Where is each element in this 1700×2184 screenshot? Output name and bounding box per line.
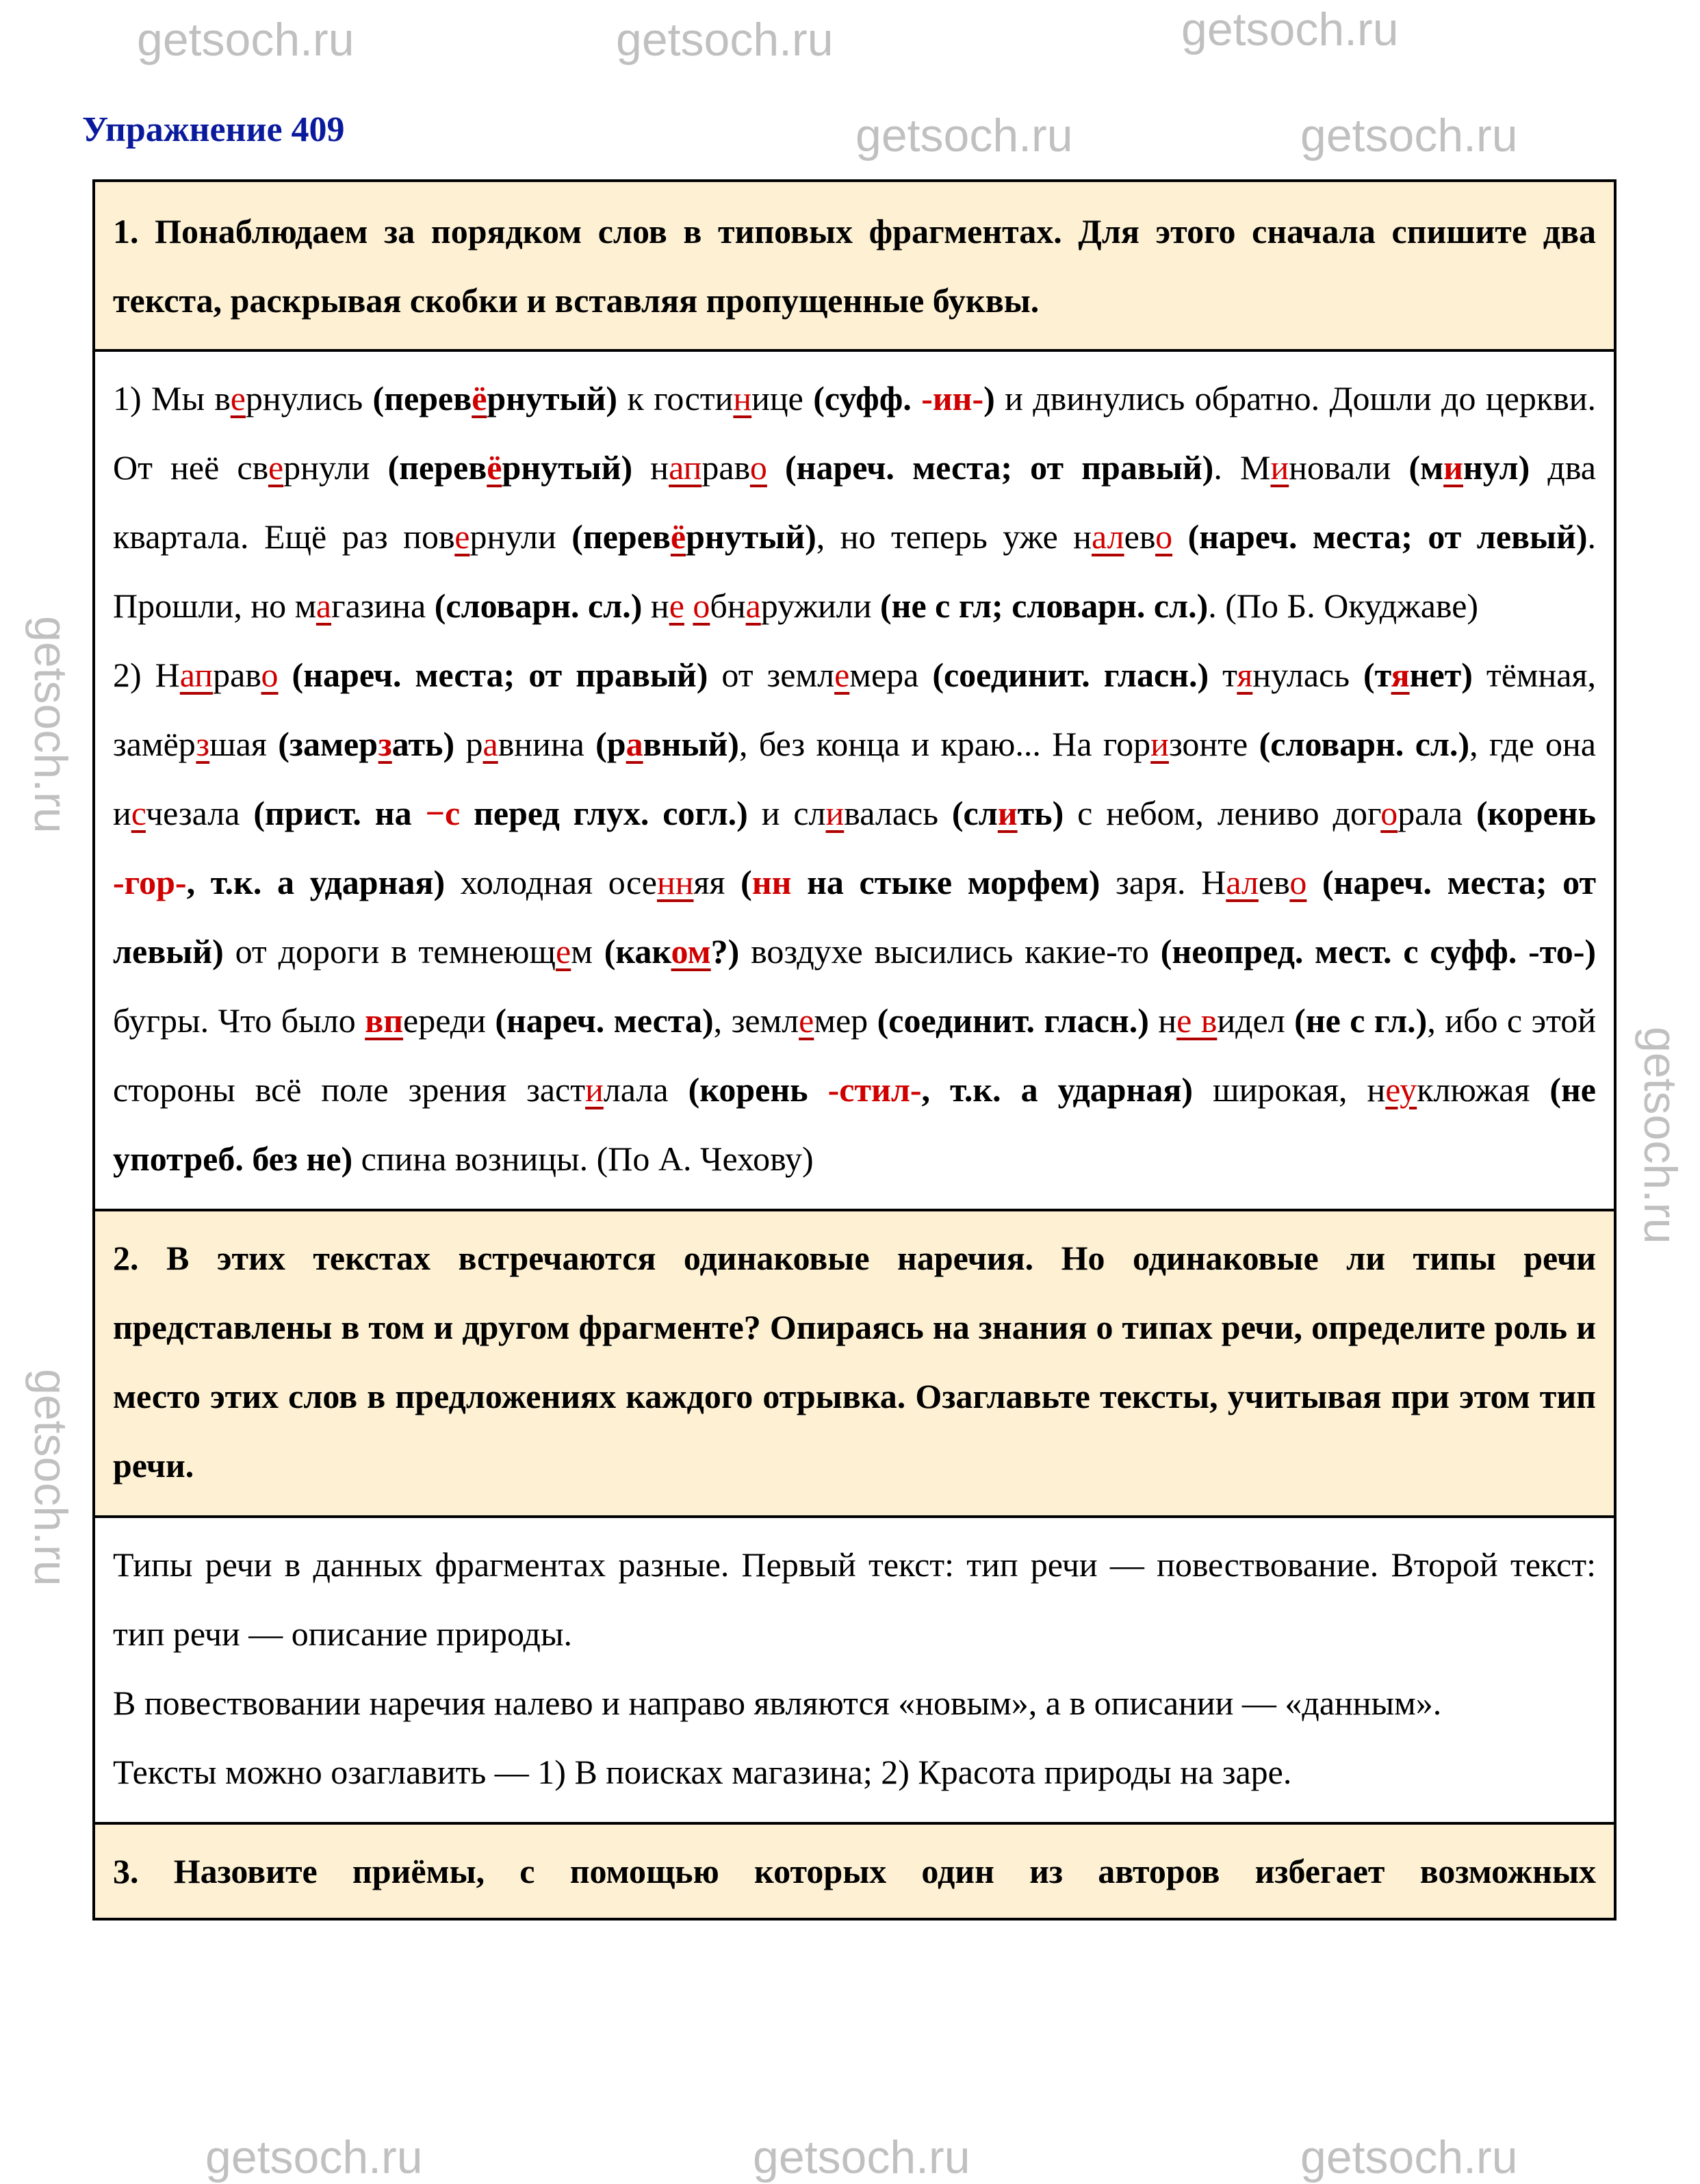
watermark: getsoch.ru	[137, 14, 355, 66]
text-segment: р	[454, 725, 483, 763]
text-segment: воздухе высились какие-то	[739, 932, 1161, 971]
text-segment: м	[571, 932, 604, 971]
text-segment: 2) Н	[113, 656, 180, 694]
explanation-segment: рнутый)	[502, 448, 633, 487]
highlighted-letters: о	[1289, 863, 1307, 901]
task-3	[95, 1825, 1614, 1920]
highlighted-letters: о	[261, 656, 279, 694]
highlighted-letters: я	[1237, 656, 1253, 694]
explanation-segment: (корень	[1476, 794, 1596, 832]
highlighted-letters: а	[745, 587, 761, 625]
explanation-segment: (м	[1408, 448, 1444, 487]
text-segment: н	[632, 448, 669, 487]
highlighted-letters: о	[1155, 517, 1173, 556]
text-segment: , но теперь уже н	[816, 517, 1092, 556]
task-1	[95, 182, 1614, 352]
text-segment: холодная осе	[445, 863, 657, 901]
text-segment: идел	[1217, 1001, 1295, 1040]
text-segment: рав	[213, 656, 261, 694]
highlighted-letters: о	[693, 587, 710, 625]
text-segment: рала	[1398, 794, 1476, 832]
highlighted-letters: е в	[1176, 1001, 1218, 1040]
highlighted-letters: е	[669, 587, 684, 625]
explanation-segment: (р	[595, 725, 626, 763]
explanation-segment: на стыке морфем)	[791, 863, 1100, 901]
text-segment: к гости	[617, 379, 734, 417]
highlighted-letters: а	[482, 725, 498, 763]
explanation-segment: (соединит. гласн.)	[932, 656, 1209, 694]
text-segment: нулась	[1252, 656, 1364, 694]
explanation-segment: (т	[1363, 656, 1391, 694]
text-segment: . (По Б. Окуджаве)	[1208, 587, 1479, 625]
text-segment: н	[1148, 1001, 1177, 1040]
text-segment: от дороги в темнеющ	[223, 932, 556, 971]
highlighted-letters: -гор-	[113, 863, 187, 901]
highlighted-letters: а	[626, 725, 643, 763]
exercise-table	[92, 179, 1617, 1920]
highlighted-letters: ал	[1226, 863, 1259, 901]
text-segment: спина возницы. (По А. Чехову)	[352, 1140, 814, 1178]
text-segment: ев	[1124, 517, 1156, 556]
text-segment: от земл	[708, 656, 835, 694]
text-segment: рнули	[283, 448, 388, 487]
text-segment: и двинулись обратно. Дошли до церкви. От неё св	[113, 379, 1596, 487]
explanation-segment: (нареч. места; от правый)	[785, 448, 1214, 487]
explanation-segment: (как	[604, 932, 671, 971]
text-segment: с небом, лениво дог	[1064, 794, 1381, 832]
answer-1-paragraph	[113, 641, 1596, 1194]
text-segment	[684, 587, 693, 625]
explanation-segment: ть)	[1017, 794, 1064, 832]
text-segment	[279, 656, 292, 694]
explanation-segment: (не употреб. без не)	[113, 1070, 1596, 1178]
text-segment	[1172, 517, 1188, 556]
text-segment: ев	[1258, 863, 1290, 901]
text-segment: зонте	[1168, 725, 1259, 763]
highlighted-letters: з	[196, 725, 210, 763]
text-segment: шая	[209, 725, 279, 763]
explanation-segment: )	[983, 379, 995, 417]
text-segment: ереди	[403, 1001, 495, 1040]
watermark: getsoch.ru	[855, 110, 1073, 162]
explanation-segment: (нареч. места)	[495, 1001, 714, 1040]
explanation-segment: (словарн. сл.)	[434, 587, 643, 625]
explanation-segment: (	[740, 863, 752, 901]
text-segment: , где она и	[113, 725, 1596, 832]
text-segment: рнулись	[245, 379, 373, 417]
text-segment: мер	[814, 1001, 877, 1040]
explanation-segment: нет)	[1409, 656, 1473, 694]
answer-1	[95, 352, 1614, 1211]
text-segment: н	[642, 587, 669, 625]
text-segment: т	[1209, 656, 1237, 694]
highlighted-letters: е	[556, 932, 571, 971]
highlighted-letters: и	[1150, 725, 1169, 763]
watermark: getsoch.ru	[1300, 110, 1518, 162]
highlighted-letters: нн	[656, 863, 694, 901]
highlighted-letters: з	[378, 725, 392, 763]
explanation-segment: (словарн. сл.)	[1259, 725, 1470, 763]
highlighted-letters: −с	[425, 794, 461, 832]
highlighted-letters: и	[1443, 448, 1463, 487]
explanation-segment: (корень	[688, 1070, 828, 1109]
highlighted-letters: с	[131, 794, 146, 832]
highlighted-letters: и	[1270, 448, 1289, 487]
highlighted-letters: ап	[669, 448, 702, 487]
text-segment: . Прошли, но м	[113, 517, 1597, 625]
highlighted-letters: е	[834, 656, 850, 694]
highlighted-letters: ап	[179, 656, 214, 694]
answer-2	[95, 1518, 1614, 1825]
highlighted-letters: е	[230, 379, 246, 417]
watermark: getsoch.ru	[1300, 2131, 1518, 2183]
explanation-segment: рнутый)	[686, 517, 816, 556]
answer-2-paragraph: В повествовании наречия налево и направо являются «новым», а в описании — «данным».	[113, 1684, 1442, 1722]
explanation-segment: (соединит. гласн.)	[877, 1001, 1149, 1040]
text-segment: . М	[1213, 448, 1271, 487]
answer-2-paragraph: Типы речи в данных фрагментах разные. Первый текст: тип речи — повествование. Второй текст: тип речи — описание природы.	[113, 1545, 1596, 1653]
task-1-text: 1. Понаблюдаем за порядком слов в типовых фрагментах. Для этого сначала спишите два текста, раскрывая скобки и вставляя пропущенные буквы.	[113, 212, 1596, 320]
text-segment: два квартала. Ещё раз пов	[113, 448, 1596, 556]
highlighted-letters: ом	[671, 932, 711, 971]
highlighted-letters: н	[733, 379, 752, 417]
highlighted-letters: а	[315, 587, 332, 625]
text-segment: , ибо с этой стороны всё поле зрения заст	[113, 1001, 1596, 1109]
text-segment: ружили	[760, 587, 880, 625]
text-segment: яя	[693, 863, 741, 901]
explanation-segment: (не с гл; словарн. сл.)	[880, 587, 1209, 625]
text-segment: бугры. Что было	[113, 1001, 365, 1040]
text-segment: заря. Н	[1100, 863, 1226, 901]
explanation-segment: ?)	[710, 932, 740, 971]
text-segment: чезала	[145, 794, 254, 832]
explanation-segment: вный)	[643, 725, 739, 763]
explanation-segment: , т.к. а ударная)	[921, 1070, 1194, 1109]
highlighted-letters: ё	[670, 517, 686, 556]
explanation-segment: (перев	[372, 379, 472, 417]
explanation-segment: перед глух. согл.)	[460, 794, 748, 832]
highlighted-letters: я	[1391, 656, 1410, 694]
text-segment: и сл	[747, 794, 826, 832]
task-2-text: 2. В этих текстах встречаются одинаковые наречия. Но одинаковые ли типы речи представлены в том и другом фрагменте? Опираясь на знания о типах речи, определите роль и место этих слов в предложениях каждого отрывка. Озаглавьте тексты, учитывая при этом тип речи.	[113, 1239, 1596, 1485]
explanation-segment: (неопред. мест. с суфф. -то-)	[1160, 932, 1597, 971]
text-segment: клюжая	[1417, 1070, 1550, 1109]
explanation-segment: (нареч. места; от правый)	[292, 656, 708, 694]
text-segment: ице	[751, 379, 814, 417]
highlighted-letters: -стил-	[827, 1070, 922, 1109]
watermark: getsoch.ru	[1181, 3, 1399, 55]
page-title: Упражнение 409	[82, 110, 345, 149]
text-segment: новали	[1289, 448, 1409, 487]
watermark: getsoch.ru	[1634, 1027, 1686, 1244]
watermark: getsoch.ru	[753, 2131, 970, 2183]
text-segment: валась	[844, 794, 952, 832]
text-segment: рав	[701, 448, 750, 487]
explanation-segment: (сл	[951, 794, 998, 832]
explanation-segment: (замер	[278, 725, 378, 763]
explanation-segment: (перев	[387, 448, 487, 487]
highlighted-letters: нн	[751, 863, 792, 901]
text-segment: , без конца и краю... На гор	[738, 725, 1151, 763]
task-3-text: 3. Назовите приёмы, с помощью которых один из авторов избегает возможных	[113, 1852, 1596, 1890]
text-segment: 1) Мы в	[113, 379, 231, 417]
highlighted-letters: е	[268, 448, 284, 487]
watermark: getsoch.ru	[25, 616, 77, 834]
highlighted-letters: и	[825, 794, 845, 832]
explanation-segment: рнутый)	[487, 379, 618, 417]
text-segment: газина	[331, 587, 435, 625]
task-2	[95, 1211, 1614, 1518]
text-segment	[767, 448, 785, 487]
highlighted-letters: ал	[1092, 517, 1124, 556]
highlighted-letters: ё	[487, 448, 502, 487]
highlighted-letters: вп	[365, 1001, 403, 1040]
explanation-segment: (нареч. места; от левый)	[1187, 517, 1588, 556]
text-segment: , земл	[713, 1001, 799, 1040]
explanation-segment: (не с гл.)	[1294, 1001, 1428, 1040]
highlighted-letters: еу	[1385, 1070, 1417, 1109]
highlighted-letters: и	[997, 794, 1018, 832]
highlighted-letters: о	[1380, 794, 1398, 832]
explanation-segment: (нареч. места; от левый)	[113, 863, 1597, 971]
watermark: getsoch.ru	[205, 2131, 423, 2183]
text-segment: тёмная, замёр	[113, 656, 1596, 763]
highlighted-letters: е	[454, 517, 470, 556]
watermark: getsoch.ru	[25, 1369, 77, 1586]
explanation-segment: нул)	[1463, 448, 1530, 487]
text-segment: мера	[849, 656, 933, 694]
explanation-segment: ать)	[391, 725, 455, 763]
text-segment: внина	[498, 725, 596, 763]
explanation-segment: , т.к. а ударная)	[186, 863, 446, 901]
watermark: getsoch.ru	[616, 14, 834, 66]
text-segment: бн	[710, 587, 746, 625]
highlighted-letters: и	[585, 1070, 604, 1109]
explanation-segment: (суфф.	[813, 379, 922, 417]
text-segment: рнули	[469, 517, 572, 556]
highlighted-letters: -ин-	[921, 379, 984, 417]
answer-2-paragraph: Тексты можно озаглавить — 1) В поисках магазина; 2) Красота природы на заре.	[113, 1753, 1292, 1791]
text-segment: широкая, н	[1193, 1070, 1386, 1109]
explanation-segment: (прист. на	[253, 794, 426, 832]
text-segment: лала	[603, 1070, 688, 1109]
answer-1-paragraph	[113, 364, 1596, 641]
text-segment	[1306, 863, 1322, 901]
highlighted-letters: ё	[472, 379, 487, 417]
highlighted-letters: о	[749, 448, 767, 487]
explanation-segment: (перев	[571, 517, 671, 556]
highlighted-letters: е	[799, 1001, 814, 1040]
